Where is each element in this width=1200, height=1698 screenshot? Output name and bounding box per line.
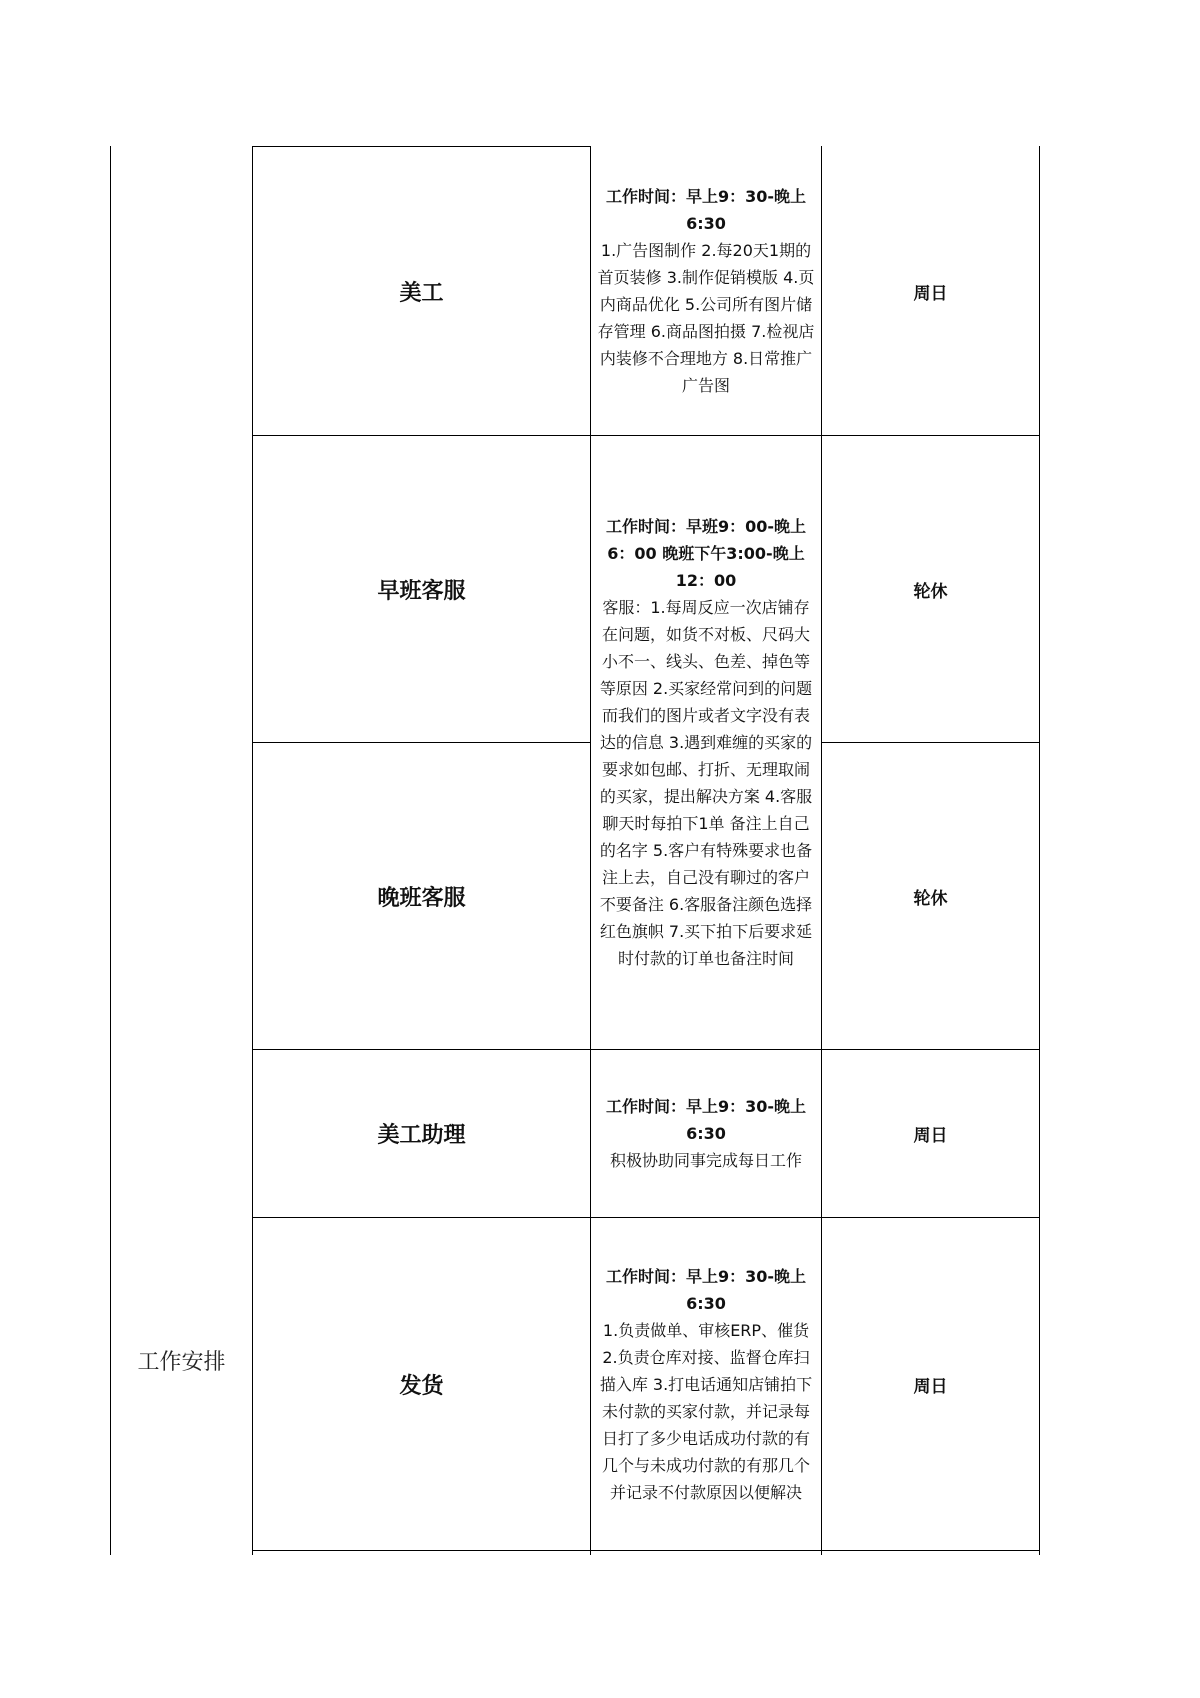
duties-text: 客服：1.每周反应一次店铺存在问题，如货不对板、尺码大小不一、线头、色差、掉色等等原因 2.买家经常问到的问题而我们的图片或者文字没有表达的信息 3.遇到难缠的买家的要求如包邮、打折、无理取闹的买家，提出解决方案 4.客服聊天时每拍下1单 备注上自己的名字 5.客户有特殊要求也备注上去，自己没有聊过的客户不要备注 6.客服备注颜色选择红色旗帜 7.买下拍下后要求延时付款的订单也备注时间 (599, 598, 813, 968)
right-border (1039, 146, 1040, 1555)
section-label: 工作安排 (137, 1349, 226, 1375)
duties-text: 1.广告图制作 2.每20天1期的首页装修 3.制作促销模版 4.页内商品优化 5.公司所有图片储存管理 6.商品图拍摄 7.检视店内装修不合理地方 8.日常推广广告图 (597, 241, 815, 395)
role-cell: 美工 (399, 280, 444, 306)
work-hours: 工作时间：早上9：30-晚上6:30 (605, 1266, 807, 1313)
work-hours: 工作时间：早班9：00-晚上6：00 晚班下午3:00-晚上12：00 (605, 517, 807, 590)
duties-cell (591, 1050, 821, 1217)
role-cell: 美工助理 (377, 1123, 466, 1148)
role-cell: 晚班客服 (377, 885, 466, 911)
role-cell: 发货 (399, 1373, 444, 1399)
day-off-cell: 轮休 (913, 581, 948, 602)
work-hours: 工作时间：早上9：30-晚上6:30 (605, 187, 807, 233)
role-cell: 早班客服 (377, 578, 466, 604)
day-off-cell: 周日 (913, 1376, 948, 1397)
duties-text: 积极协助同事完成每日工作 (609, 1151, 802, 1170)
duties-cell (591, 1218, 821, 1550)
work-hours: 工作时间：早上9：30-晚上6:30 (605, 1097, 807, 1143)
duties-text: 1.负责做单、审核ERP、催货 2.负责仓库对接、监督仓库扫描入库 3.打电话通知店铺拍下未付款的买家付款，并记录每日打了多少电话成功付款的有几个与未成功付款的有那几个并记录不付款原因以便解决 (599, 1320, 813, 1502)
day-off-cell: 周日 (913, 1126, 948, 1146)
duties-cell (591, 147, 821, 435)
table-bottom-line (252, 1550, 1040, 1551)
day-off-cell: 轮休 (913, 888, 948, 909)
customer-service-duties-cell (591, 436, 821, 1049)
day-off-cell: 周日 (913, 283, 948, 304)
